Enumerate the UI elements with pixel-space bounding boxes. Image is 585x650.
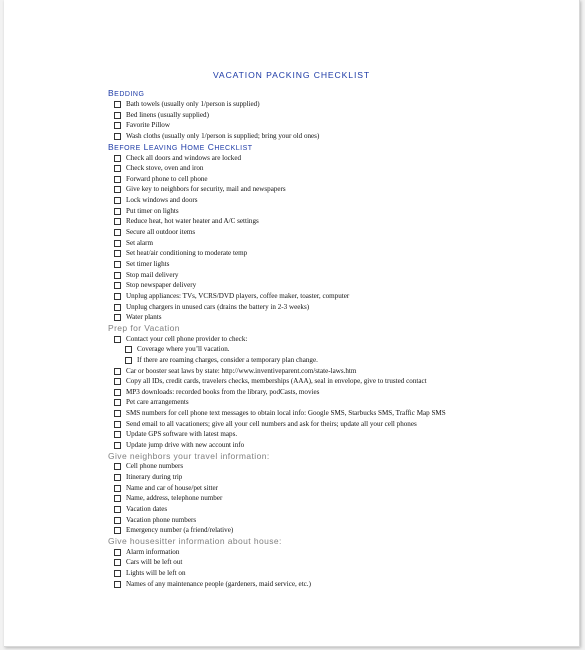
- checklist-item: [108, 376, 548, 387]
- checklist-item-label: Secure all outdoor items: [126, 228, 196, 237]
- checkbox-icon[interactable]: [114, 293, 121, 300]
- checklist-item-label: Bath towels (usually only 1/person is supplied): [126, 100, 260, 108]
- checklist-item-label: Reduce heat, hot water heater and A/C settings: [126, 217, 259, 226]
- checklist-item-label: Stop newspaper delivery: [126, 281, 197, 290]
- checklist-item-label: If there are roaming charges, consider a temporary plan change.: [137, 355, 318, 364]
- checklist-content: [108, 88, 548, 589]
- checklist-item: [108, 120, 548, 131]
- checkbox-icon[interactable]: [114, 581, 121, 588]
- checklist-item: [108, 419, 548, 430]
- checkbox-icon[interactable]: [114, 559, 121, 566]
- checkbox-icon[interactable]: [114, 240, 121, 247]
- checklist-item-label: Unplug chargers in unused cars (drains the battery in 2-3 weeks): [126, 302, 310, 311]
- checklist-item-label: Update jump drive with new account info: [126, 441, 245, 450]
- checkbox-icon[interactable]: [125, 346, 132, 353]
- checkbox-icon[interactable]: [114, 368, 121, 375]
- checkbox-icon[interactable]: [114, 133, 121, 140]
- checklist-item: [108, 493, 548, 504]
- checkbox-icon[interactable]: [114, 399, 121, 406]
- checklist-item: [108, 504, 548, 515]
- checkbox-icon[interactable]: [114, 101, 121, 108]
- checklist-item-label: Give key to neighbors for security, mail and newspapers: [126, 185, 286, 194]
- checkbox-icon[interactable]: [114, 314, 121, 321]
- section-heading: Prep for Vacation: [108, 322, 180, 333]
- checklist-item: [108, 227, 548, 238]
- checkbox-icon[interactable]: [114, 570, 121, 577]
- checklist-item-label: Name, address, telephone number: [126, 494, 223, 503]
- checklist-item: [108, 238, 548, 249]
- checkbox-icon[interactable]: [114, 431, 121, 438]
- checklist-item-label: Lock windows and doors: [126, 196, 198, 205]
- checklist-item: [108, 99, 548, 110]
- checklist-item: [108, 163, 548, 174]
- checklist-item-label: Unplug appliances: TVs, VCRS/DVD players, coffee maker, toaster, computer: [126, 291, 350, 300]
- section-heading: Give housesitter information about house:: [108, 535, 282, 546]
- checklist-item: [108, 184, 548, 195]
- page-title: VACATION PACKING CHECKLIST: [212, 70, 371, 80]
- checklist-item: [108, 248, 548, 259]
- checklist-item: [108, 206, 548, 217]
- checklist-item-label: Names of any maintenance people (gardeners, maid service, etc.): [126, 579, 311, 588]
- checklist-item-label: Set timer lights: [126, 259, 170, 268]
- checklist-item-label: SMS numbers for cell phone text messages to obtain local info: Google SMS, Starbucks SMS, Traffic Map SMS: [126, 409, 446, 418]
- checklist-item-label: Stop mail delivery: [126, 270, 179, 279]
- checklist-item-label: Car or booster seat laws by state: http://www.inventiveparent.com/state-laws.htm: [126, 366, 357, 375]
- checklist-item-label: Bed linens (usually supplied): [126, 110, 209, 119]
- checklist-item-label: Send email to all vacationers; give all your cell numbers and ask for theirs; update all your cell phones: [126, 419, 417, 428]
- checkbox-icon[interactable]: [114, 517, 121, 524]
- checklist-item-label: Pet care arrangements: [126, 398, 189, 407]
- checklist-subitem: [108, 344, 548, 355]
- checklist-item: [108, 334, 548, 345]
- checklist-item-label: Vacation phone numbers: [126, 515, 197, 524]
- checklist-item: [108, 153, 548, 164]
- checkbox-icon[interactable]: [114, 155, 121, 162]
- checklist-item-label: MP3 downloads: recorded books from the library, podCasts, movies: [126, 387, 320, 396]
- checklist-item: [108, 515, 548, 526]
- checklist-item: [108, 525, 548, 536]
- checklist-item: [108, 270, 548, 281]
- checklist-item: [108, 547, 548, 558]
- checklist-item: [108, 174, 548, 185]
- checkbox-icon[interactable]: [114, 485, 121, 492]
- checkbox-icon[interactable]: [114, 410, 121, 417]
- checklist-item: [108, 429, 548, 440]
- checklist-item-label: Vacation dates: [126, 505, 168, 514]
- checklist-item-label: Name and car of house/pet sitter: [126, 483, 218, 492]
- checkbox-icon[interactable]: [114, 250, 121, 257]
- checklist-item-label: Update GPS software with latest maps.: [126, 430, 238, 439]
- checklist-item-label: Favorite Pillow: [126, 121, 170, 130]
- checkbox-icon[interactable]: [114, 421, 121, 428]
- checklist-item: [108, 408, 548, 419]
- checklist-item: [108, 312, 548, 323]
- checkbox-icon[interactable]: [125, 357, 132, 364]
- checklist-item-label: Contact your cell phone provider to check:: [126, 334, 248, 343]
- checklist-item: [108, 110, 548, 121]
- checklist-item: [108, 397, 548, 408]
- checkbox-icon[interactable]: [114, 122, 121, 129]
- checklist-item: [108, 366, 548, 377]
- checklist-item-label: Itinerary during trip: [126, 473, 183, 482]
- checklist-item: [108, 557, 548, 568]
- checklist-item-label: Wash cloths (usually only 1/person is supplied; bring your old ones): [126, 131, 320, 140]
- checklist-item-label: Set alarm: [126, 238, 153, 247]
- checkbox-icon[interactable]: [114, 304, 121, 311]
- checkbox-icon[interactable]: [114, 186, 121, 193]
- checkbox-icon[interactable]: [114, 229, 121, 236]
- checklist-item-label: Lights will be left on: [126, 569, 186, 578]
- checklist-item: [108, 195, 548, 206]
- checkbox-icon[interactable]: [114, 549, 121, 556]
- checklist-item-label: Put timer on lights: [126, 206, 179, 215]
- checklist-item: [108, 472, 548, 483]
- checkbox-icon[interactable]: [114, 261, 121, 268]
- checkbox-icon[interactable]: [114, 272, 121, 279]
- checklist-item-label: Check all doors and windows are locked: [126, 153, 242, 162]
- checklist-item: [108, 568, 548, 579]
- checklist-item: [108, 216, 548, 227]
- checklist-item-label: Alarm information: [126, 547, 180, 556]
- checklist-subitem: [108, 355, 548, 366]
- checkbox-icon[interactable]: [114, 176, 121, 183]
- checklist-item-label: Emergency number (a friend/relative): [126, 526, 234, 535]
- checkbox-icon[interactable]: [114, 378, 121, 385]
- checkbox-icon[interactable]: [114, 442, 121, 449]
- checklist-item: [108, 259, 548, 270]
- checklist-item-label: Water plants: [126, 313, 162, 322]
- checklist-item-label: Cell phone numbers: [126, 462, 184, 471]
- checklist-item: [108, 280, 548, 291]
- checklist-item-label: Forward phone to cell phone: [126, 174, 208, 183]
- checklist-item: [108, 579, 548, 590]
- checklist-item: [108, 302, 548, 313]
- checklist-item: [108, 387, 548, 398]
- document-page: [4, 0, 580, 647]
- checklist-item-label: Copy all IDs, credit cards, travelers checks, memberships (AAA), seal in envelope, give to trusted contact: [126, 377, 427, 386]
- checkbox-icon[interactable]: [114, 463, 121, 470]
- checkbox-icon[interactable]: [114, 282, 121, 289]
- checkbox-icon[interactable]: [114, 506, 121, 513]
- checkbox-icon[interactable]: [114, 165, 121, 172]
- checklist-item: [108, 483, 548, 494]
- checklist-item: [108, 440, 548, 451]
- checkbox-icon[interactable]: [114, 112, 121, 119]
- checkbox-icon[interactable]: [114, 389, 121, 396]
- checklist-item: [108, 131, 548, 142]
- checkbox-icon[interactable]: [114, 218, 121, 225]
- checklist-item: [108, 291, 548, 302]
- checklist-item-label: Set heat/air conditioning to moderate temp: [126, 249, 248, 258]
- section-heading: BEFORE LEAVING HOME CHECKLIST: [108, 141, 253, 152]
- checklist-item: [108, 461, 548, 472]
- section-heading: Give neighbors your travel information:: [108, 450, 270, 461]
- section-heading: BEDDING: [108, 88, 145, 98]
- checkbox-icon[interactable]: [114, 208, 121, 215]
- checkbox-icon[interactable]: [114, 336, 121, 343]
- checklist-item-label: Cars will be left out: [126, 558, 183, 567]
- checkbox-icon[interactable]: [114, 197, 121, 204]
- checkbox-icon[interactable]: [114, 495, 121, 502]
- checklist-item-label: Coverage where you’ll vacation.: [137, 345, 230, 354]
- checkbox-icon[interactable]: [114, 527, 121, 534]
- checklist-item-label: Check stove, oven and iron: [126, 164, 204, 173]
- checkbox-icon[interactable]: [114, 474, 121, 481]
